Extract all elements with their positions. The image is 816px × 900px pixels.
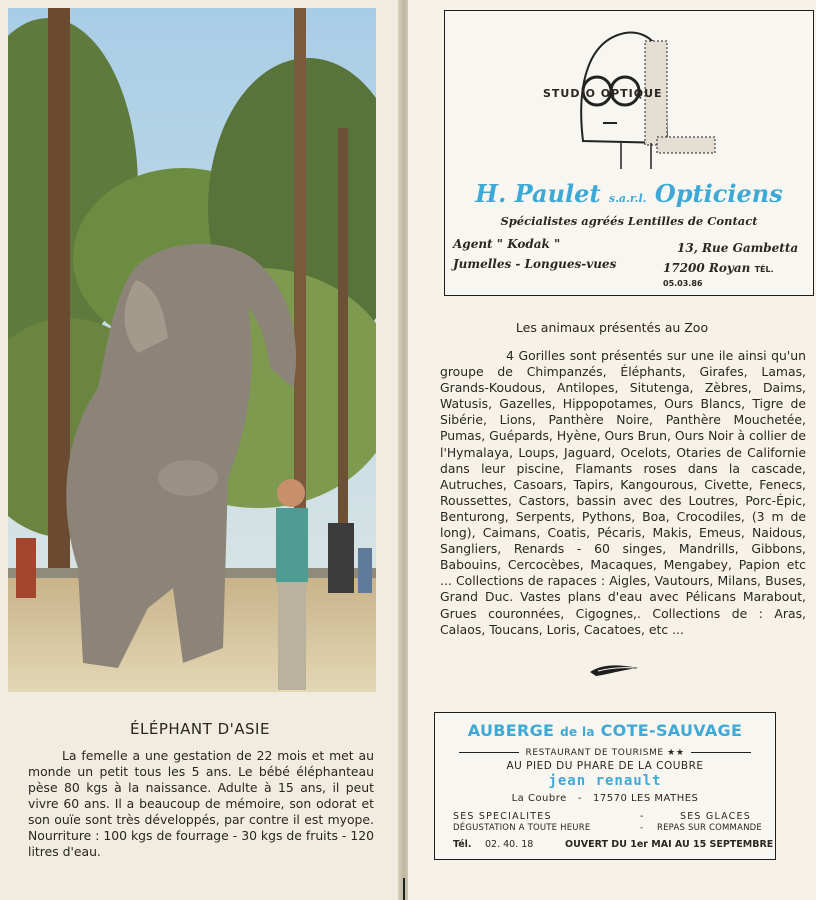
optician-city: 17200 Royan bbox=[663, 261, 751, 275]
zoo-animals-text bbox=[440, 348, 806, 638]
auberge-ad bbox=[434, 712, 776, 860]
optician-street: 13, Rue Gambetta bbox=[677, 241, 799, 255]
auberge-name-3: COTE-SAUVAGE bbox=[600, 721, 743, 740]
auberge-specialties: SES SPECIALITES bbox=[453, 811, 552, 822]
auberge-location: AU PIED DU PHARE DE LA COUBRE bbox=[506, 760, 704, 772]
optician-agent: Agent " Kodak " bbox=[453, 237, 561, 251]
zoo-title: Les animaux présentés au Zoo bbox=[515, 320, 709, 335]
zoo-animals-text-body: 4 Gorilles sont présentés sur une ile ainsi qu'un groupe de Chimpanzés, Éléphants, Girafes, Lamas, Grands-Koudous, Antilopes, Situtenga, Zèbres, Daims, Watusis, Gazelles, Hippopotames, Ours Blancs, Tigre de Sibérie, Lions, Panthère Noire, Panthère Mouchetée, Pumas, Guépards, Hyène, Ours Brun, Ours Noir à collier de l'Hymalaya, Loups, Jaguard, Ocelots, Otaries de Californie dans leur piscine, Flamants roses dans la cascade, Autruches, Casoars, Tapirs, Kangourous, Civette, Fenecs, Roussettes, Castors, bassin avec des Loutres, Porc-Épic, Benturong, Serpents, Pythons, Boa, Crocodiles, (3 m de long), Caimans, Coatis, Pécaris, Makis, Emeus, Naidous, Sangliers, Renards - 60 singes, Mandrills, Gibbons, Babouins, Cercocèbes, Macaques, Mengabey, Papion etc ... Collections de rapaces : Aigles, Vautours, Milans, Buses, Grand Duc. Vastes plans d'eau avec Pélicans Marabout, Grues couronnées, Cigognes,. Collections de : Aras, Calaos, Toucans, Loris, Cacatoes, etc ... bbox=[440, 348, 806, 637]
auberge-name-2: de la bbox=[560, 725, 595, 739]
auberge-restaurant-label bbox=[435, 748, 775, 758]
optician-specialty: Spécialistes agréés Lentilles de Contact bbox=[500, 214, 758, 228]
ornament-divider bbox=[588, 662, 640, 678]
auberge-meals: REPAS SUR COMMANDE bbox=[657, 823, 762, 833]
auberge-dash-2: - bbox=[640, 811, 645, 822]
gutter-mark bbox=[403, 878, 405, 900]
left-page bbox=[0, 0, 400, 900]
auberge-tasting: DÉGUSTATION A TOUTE HEURE bbox=[453, 823, 591, 833]
elephant-title: ÉLÉPHANT D'ASIE bbox=[130, 720, 270, 738]
auberge-address bbox=[435, 793, 775, 804]
auberge-restaurant-text: RESTAURANT DE TOURISME ★★ bbox=[525, 748, 685, 758]
optician-ad bbox=[444, 10, 814, 296]
optician-city-phone bbox=[663, 261, 813, 289]
auberge-tel: 02. 40. 18 bbox=[485, 839, 534, 850]
optician-products: Jumelles - Longues-vues bbox=[453, 257, 617, 271]
auberge-dash: - bbox=[577, 793, 582, 804]
optician-business-name: H. Paulet bbox=[475, 179, 601, 208]
auberge-name-1: AUBERGE bbox=[467, 721, 555, 740]
auberge-owner: jean renault bbox=[548, 773, 662, 789]
optician-business-form: s.a.r.l. bbox=[608, 192, 647, 205]
auberge-place: La Coubre bbox=[511, 793, 567, 804]
elephant-photo-illustration bbox=[8, 8, 376, 692]
auberge-opening: OUVERT DU 1er MAI AU 15 SEPTEMBRE bbox=[565, 839, 774, 850]
auberge-tel-label: Tél. bbox=[453, 839, 472, 850]
auberge-dash-3: - bbox=[640, 823, 644, 833]
elephant-photo bbox=[8, 8, 376, 692]
elephant-description bbox=[28, 748, 374, 860]
optician-phone: TÉL. 05.03.86 bbox=[663, 265, 774, 288]
optician-business-type: Opticiens bbox=[654, 179, 783, 208]
auberge-ice-cream: SES GLACES bbox=[680, 811, 751, 822]
auberge-postal: 17570 LES MATHES bbox=[593, 793, 699, 804]
studio-optique-text: STUDIO OPTIQUE bbox=[543, 87, 663, 100]
elephant-description-text: La femelle a une gestation de 22 mois et met au monde un petit tous les 5 ans. Le bébé éléphanteau pèse 80 kgs à la naissance. Adulte à 15 ans, il peut vivre 60 ans. Il a beaucoup de mémoire, son odorat et son ouïe sont très développés, par contre il est myope. Nourriture : 100 kgs de fourrage - 30 kgs de fruits - 120 litres d'eau. bbox=[28, 748, 374, 859]
optician-name bbox=[445, 179, 813, 208]
auberge-title bbox=[435, 721, 775, 740]
